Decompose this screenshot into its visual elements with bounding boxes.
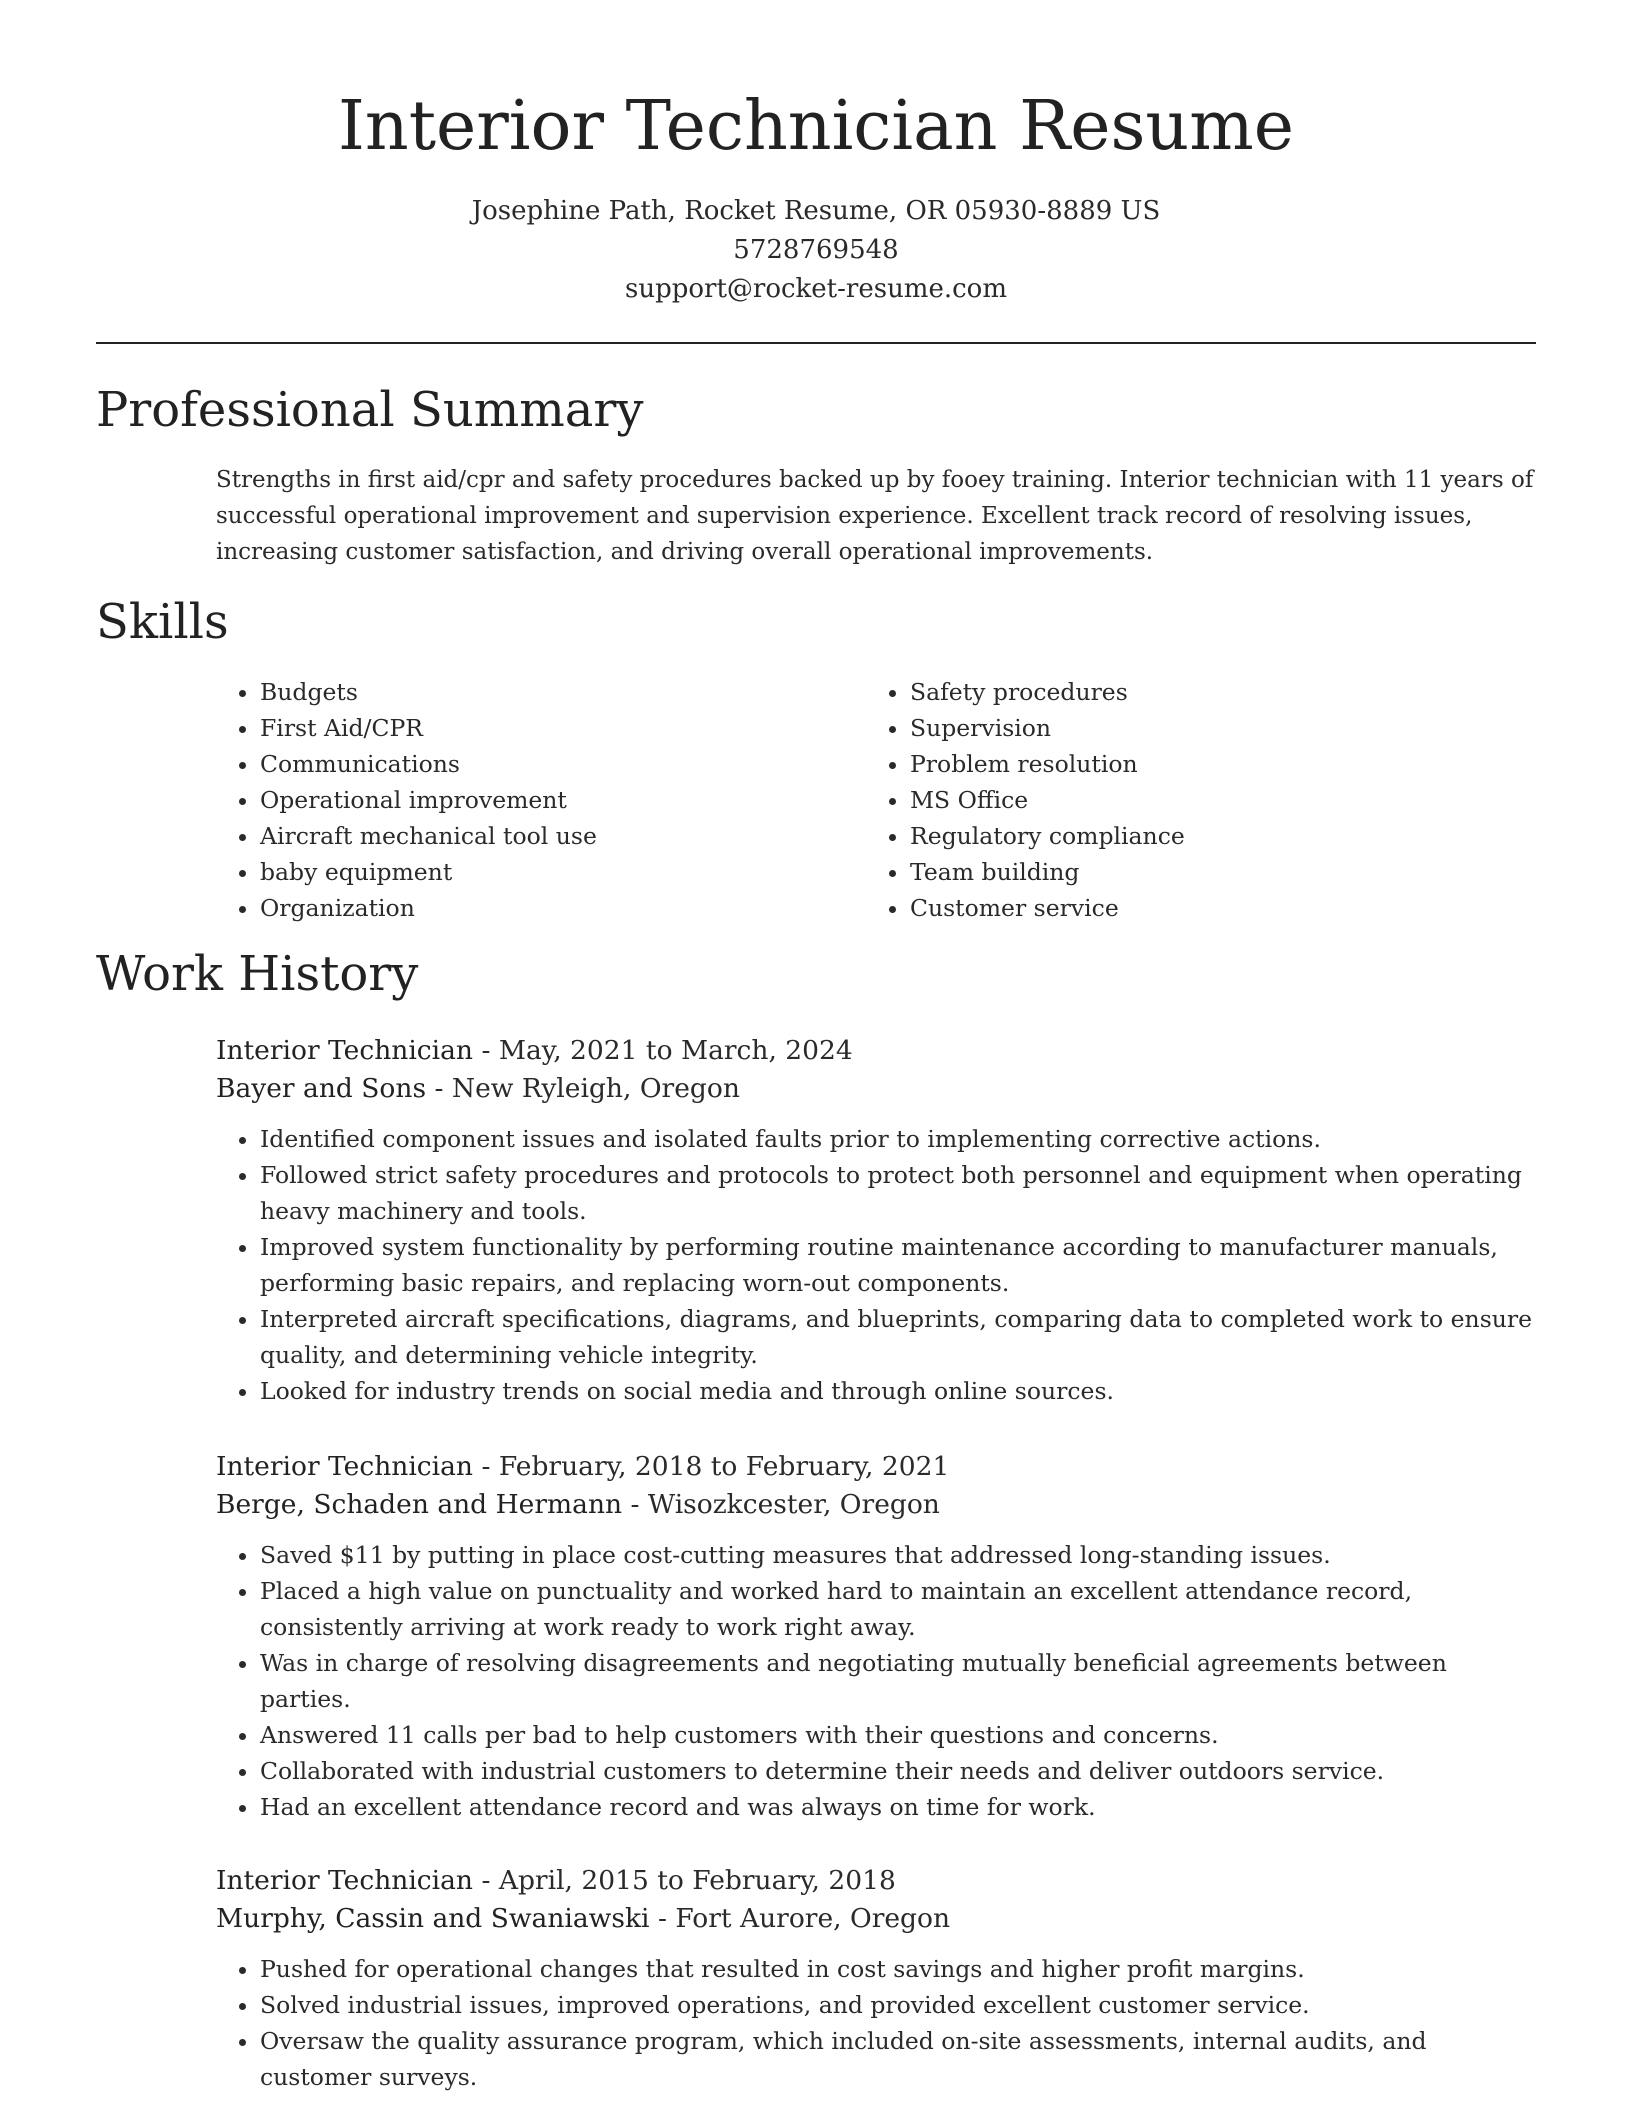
dash-separator: - <box>481 1035 499 1066</box>
skill-item: • First Aid/CPR <box>260 710 860 746</box>
skill-item: • MS Office <box>910 782 1530 818</box>
skill-item: • Budgets <box>260 674 860 710</box>
job-entry <box>216 1448 1536 1825</box>
job-company: Bayer and Sons <box>216 1073 427 1104</box>
skills-list-left <box>260 674 860 926</box>
skill-item: • Supervision <box>910 710 1530 746</box>
job-bullet: • Collaborated with industrial customers to determine their needs and deliver outdoors service. <box>260 1753 1536 1789</box>
job-dates: May, 2021 to March, 2024 <box>498 1035 853 1066</box>
contact-block <box>0 192 1632 309</box>
job-bullet: • Oversaw the quality assurance program, which included on-site assessments, internal audits, and customer surveys. <box>260 2023 1536 2095</box>
job-company-line <box>216 1486 1536 1524</box>
skill-item: • baby equipment <box>260 854 860 890</box>
job-entry <box>216 1032 1536 1409</box>
skills-list-right <box>910 674 1530 926</box>
job-title-line <box>216 1448 1536 1486</box>
header-divider <box>96 342 1536 344</box>
dash-separator: - <box>481 1451 499 1482</box>
job-bullet-list <box>260 1121 1536 1409</box>
skills-heading: Skills <box>96 594 229 650</box>
job-entry <box>216 1862 1536 2095</box>
summary-heading: Professional Summary <box>96 382 644 438</box>
dash-separator: - <box>434 1073 452 1104</box>
job-location: New Ryleigh, Oregon <box>451 1073 740 1104</box>
job-bullet: • Improved system functionality by performing routine maintenance according to manufacturer manuals, performing basic repairs, and replacing worn-out components. <box>260 1229 1536 1301</box>
skill-item: • Regulatory compliance <box>910 818 1530 854</box>
job-location: Wisozkcester, Oregon <box>647 1489 940 1520</box>
job-title: Interior Technician <box>216 1865 473 1896</box>
skill-item: • Aircraft mechanical tool use <box>260 818 860 854</box>
job-bullet: • Saved $11 by putting in place cost-cutting measures that addressed long-standing issues. <box>260 1537 1536 1573</box>
job-bullet-list <box>260 1537 1536 1825</box>
job-company: Berge, Schaden and Hermann <box>216 1489 623 1520</box>
job-dates: February, 2018 to February, 2021 <box>498 1451 950 1482</box>
resume-title: Interior Technician Resume <box>338 87 1294 166</box>
job-bullet: • Identified component issues and isolated faults prior to implementing corrective actions. <box>260 1121 1536 1157</box>
job-bullet: • Interpreted aircraft specifications, diagrams, and blueprints, comparing data to completed work to ensure quality, and determining vehicle integrity. <box>260 1301 1536 1373</box>
job-company-line <box>216 1900 1536 1938</box>
job-bullet: • Answered 11 calls per bad to help customers with their questions and concerns. <box>260 1717 1536 1753</box>
job-bullet: • Solved industrial issues, improved operations, and provided excellent customer service. <box>260 1987 1536 2023</box>
job-location: Fort Aurore, Oregon <box>675 1903 951 1934</box>
job-bullet: • Placed a high value on punctuality and worked hard to maintain an excellent attendance record, consistently arriving at work ready to work right away. <box>260 1573 1536 1645</box>
job-bullet: • Looked for industry trends on social media and through online sources. <box>260 1373 1536 1409</box>
skill-item: • Safety procedures <box>910 674 1530 710</box>
contact-phone: 5728769548 <box>733 235 899 265</box>
job-company: Murphy, Cassin and Swaniawski <box>216 1903 650 1934</box>
job-bullet-list <box>260 1951 1536 2095</box>
dash-separator: - <box>657 1903 676 1934</box>
contact-address: Josephine Path, Rocket Resume, OR 05930-8889 US <box>471 196 1161 226</box>
job-dates: April, 2015 to February, 2018 <box>498 1865 896 1896</box>
work-history-heading: Work History <box>96 946 419 1002</box>
job-title: Interior Technician <box>216 1035 473 1066</box>
contact-email: support@rocket-resume.com <box>624 274 1007 304</box>
job-bullet: • Had an excellent attendance record and was always on time for work. <box>260 1789 1536 1825</box>
job-title: Interior Technician <box>216 1451 473 1482</box>
dash-separator: - <box>630 1489 648 1520</box>
skill-item: • Problem resolution <box>910 746 1530 782</box>
job-title-line <box>216 1862 1536 1900</box>
skill-item: • Operational improvement <box>260 782 860 818</box>
job-bullet: • Was in charge of resolving disagreements and negotiating mutually beneficial agreements between parties. <box>260 1645 1536 1717</box>
summary-text: Strengths in first aid/cpr and safety procedures backed up by fooey training. Interior technician with 11 years of successful operational improvement and supervision experience. Excellent track record of resolving issues, increasing customer satisfaction, and driving overall operational improvements. <box>216 467 1534 565</box>
job-bullet: • Pushed for operational changes that resulted in cost savings and higher profit margins. <box>260 1951 1536 1987</box>
skill-item: • Organization <box>260 890 860 926</box>
dash-separator: - <box>481 1865 499 1896</box>
job-bullet: • Followed strict safety procedures and protocols to protect both personnel and equipment when operating heavy machinery and tools. <box>260 1157 1536 1229</box>
job-title-line <box>216 1032 1536 1070</box>
skill-item: • Customer service <box>910 890 1530 926</box>
job-company-line <box>216 1070 1536 1108</box>
skill-item: • Team building <box>910 854 1530 890</box>
skill-item: • Communications <box>260 746 860 782</box>
